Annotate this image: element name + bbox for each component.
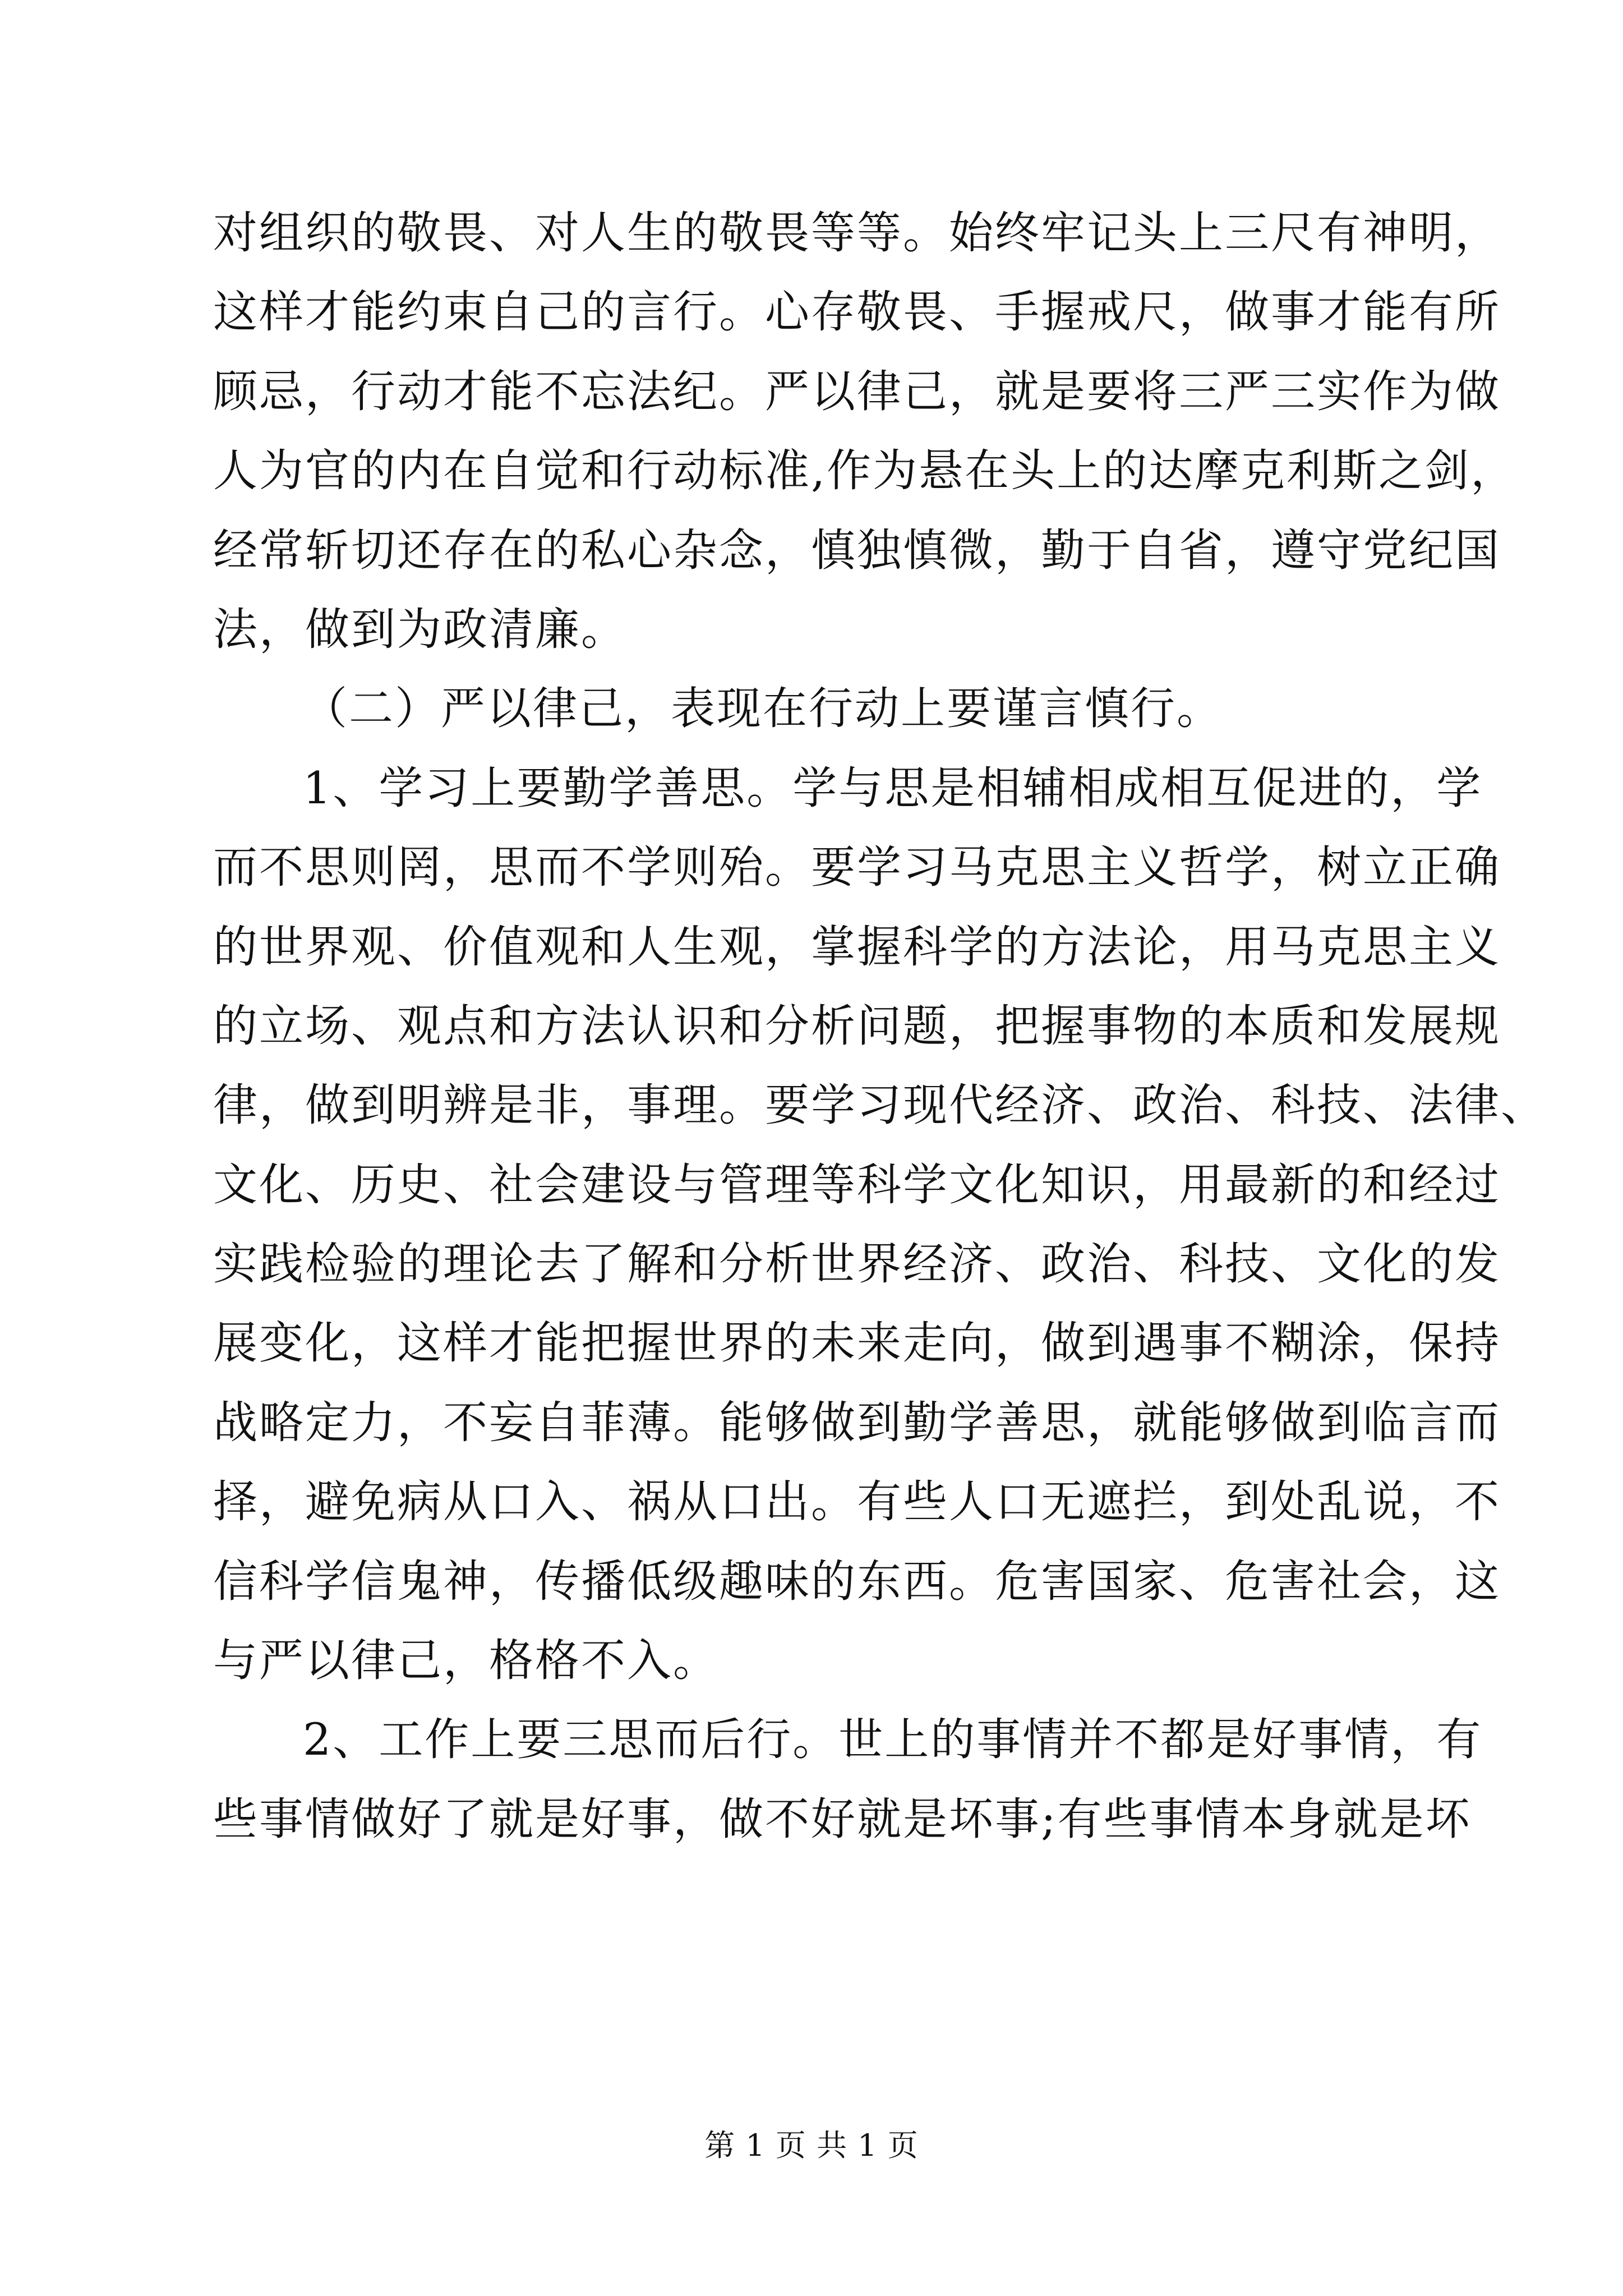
text-line: 实践检验的理论去了解和分析世界经济、政治、科技、文化的发 [213, 1238, 1501, 1290]
text-line: 的世界观、价值观和人生观，掌握科学的方法论，用马克思主义 [213, 921, 1501, 973]
paragraph-start: 1、学习上要勤学善思。学与思是相辅相成相互促进的，学 [303, 762, 1483, 814]
text-line: 对组织的敬畏、对人生的敬畏等等。始终牢记头上三尺有神明， [213, 207, 1501, 259]
text-line: 的立场、观点和方法认识和分析问题，把握事物的本质和发展规 [213, 1000, 1501, 1052]
text-line: 这样才能约束自己的言行。心存敬畏、手握戒尺，做事才能有所 [213, 286, 1501, 338]
page-footer: 第 1 页 共 1 页 [704, 2128, 919, 2163]
text-line: 法，做到为政清廉。 [213, 603, 627, 655]
text-line: 些事情做好了就是好事，做不好就是坏事;有些事情本身就是坏 [213, 1793, 1472, 1845]
text-line: 信科学信鬼神，传播低级趣味的东西。危害国家、危害社会，这 [213, 1555, 1501, 1607]
paragraph-start: 2、工作上要三思而后行。世上的事情并不都是好事情，有 [303, 1714, 1483, 1766]
text-line: 顾忌，行动才能不忘法纪。严以律己，就是要将三严三实作为做 [213, 365, 1501, 417]
text-line: 经常斩切还存在的私心杂念，慎独慎微，勤于自省，遵守党纪国 [213, 524, 1501, 576]
document-body [213, 194, 1547, 1859]
text-line: 文化、历史、社会建设与管理等科学文化知识，用最新的和经过 [213, 1158, 1501, 1211]
text-line: 展变化，这样才能把握世界的未来走向，做到遇事不糊涂，保持 [213, 1317, 1501, 1369]
text-line: 而不思则罔，思而不学则殆。要学习马克思主义哲学，树立正确 [213, 841, 1501, 894]
text-line: 与严以律己，格格不入。 [213, 1635, 719, 1687]
section-heading: （二）严以律己，表现在行动上要谨言慎行。 [303, 683, 1223, 735]
text-line: 人为官的内在自觉和行动标准,作为悬在头上的达摩克利斯之剑， [213, 445, 1517, 497]
text-line: 律，做到明辨是非，事理。要学习现代经济、政治、科技、法律、 [213, 1079, 1547, 1131]
text-line: 择，避免病从口入、祸从口出。有些人口无遮拦，到处乱说，不 [213, 1476, 1501, 1528]
text-line: 战略定力，不妄自菲薄。能够做到勤学善思，就能够做到临言而 [213, 1396, 1501, 1448]
